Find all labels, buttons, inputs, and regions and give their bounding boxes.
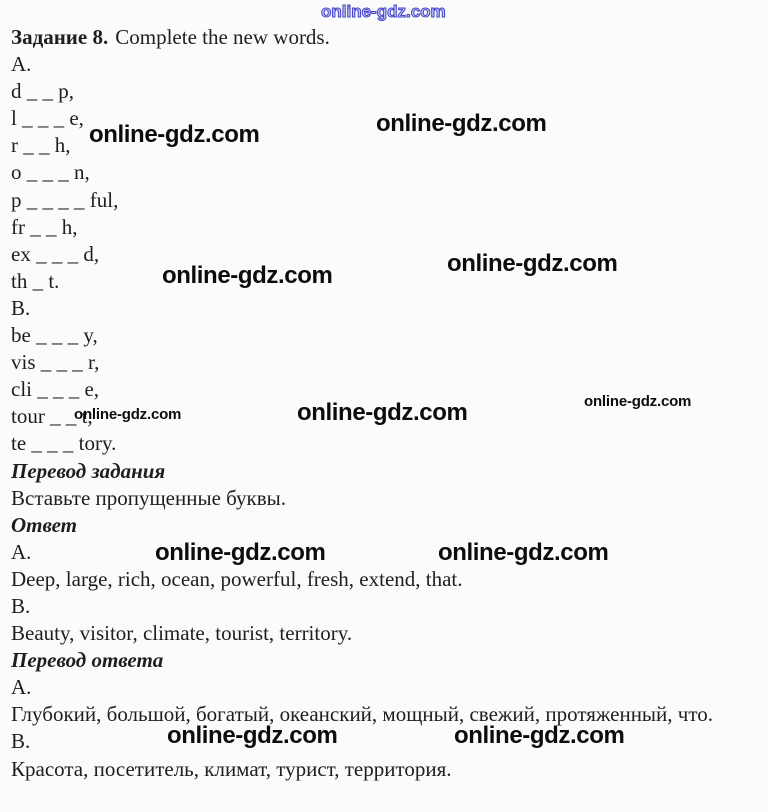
watermark-text: online-gdz.com	[447, 250, 618, 277]
answer-a-label: A.	[11, 539, 32, 564]
task-number: Задание 8.	[11, 25, 109, 49]
translation-task-heading: Перевод задания	[11, 458, 166, 483]
word-blank: cli _ _ _ e,	[11, 377, 100, 402]
word-blank: th _ t.	[11, 268, 60, 293]
watermark-text: online-gdz.com	[297, 399, 468, 426]
answer-a-text: Deep, large, rich, ocean, powerful, fresh, extend, that.	[11, 566, 463, 591]
watermark-text: online-gdz.com	[584, 393, 692, 410]
watermark-text: online-gdz.com	[162, 262, 333, 289]
watermark-text: online-gdz.com	[376, 110, 547, 137]
watermark-text: online-gdz.com	[155, 539, 326, 566]
word-blank: be _ _ _ y,	[11, 323, 98, 348]
task-heading	[11, 24, 760, 51]
translation-answer-a-text: Глубокий, большой, богатый, океанский, мощный, свежий, протяженный, что.	[11, 702, 713, 727]
translation-answer-heading: Перевод ответа	[11, 648, 164, 673]
watermark-text: online-gdz.com	[89, 121, 260, 148]
translation-answer-a-label: A.	[11, 675, 32, 700]
watermark-text: online-gdz.com	[454, 722, 625, 749]
watermark-text: online-gdz.com	[438, 539, 609, 566]
section-a-label: A.	[11, 52, 32, 77]
word-blank: vis _ _ _ r,	[11, 350, 100, 375]
translation-answer-b-text: Красота, посетитель, климат, турист, территория.	[11, 756, 452, 781]
translation-task-text: Вставьте пропущенные буквы.	[11, 485, 287, 510]
task-instruction: Complete the new words.	[115, 25, 330, 49]
section-b-label: B.	[11, 295, 31, 320]
word-blank: o _ _ _ n,	[11, 160, 90, 185]
word-blank: te _ _ _ tory.	[11, 431, 117, 456]
word-blank: fr _ _ h,	[11, 214, 78, 239]
translation-answer-b-label: B.	[11, 729, 31, 754]
watermark-text: online-gdz.com	[74, 406, 182, 423]
word-blank: r _ _ h,	[11, 133, 71, 158]
word-blank: p _ _ _ _ ful,	[11, 187, 119, 212]
word-blank: d _ _ p,	[11, 79, 74, 104]
word-blank: l _ _ _ e,	[11, 106, 84, 131]
word-blank: ex _ _ _ d,	[11, 241, 100, 266]
watermark-outline: online-gdz.com	[321, 2, 446, 21]
answer-b-label: B.	[11, 593, 31, 618]
word-blank: tour _ _ t,	[11, 404, 93, 429]
answer-heading: Ответ	[11, 512, 78, 537]
watermark-text: online-gdz.com	[167, 722, 338, 749]
answer-b-text: Beauty, visitor, climate, tourist, territory.	[11, 621, 353, 646]
